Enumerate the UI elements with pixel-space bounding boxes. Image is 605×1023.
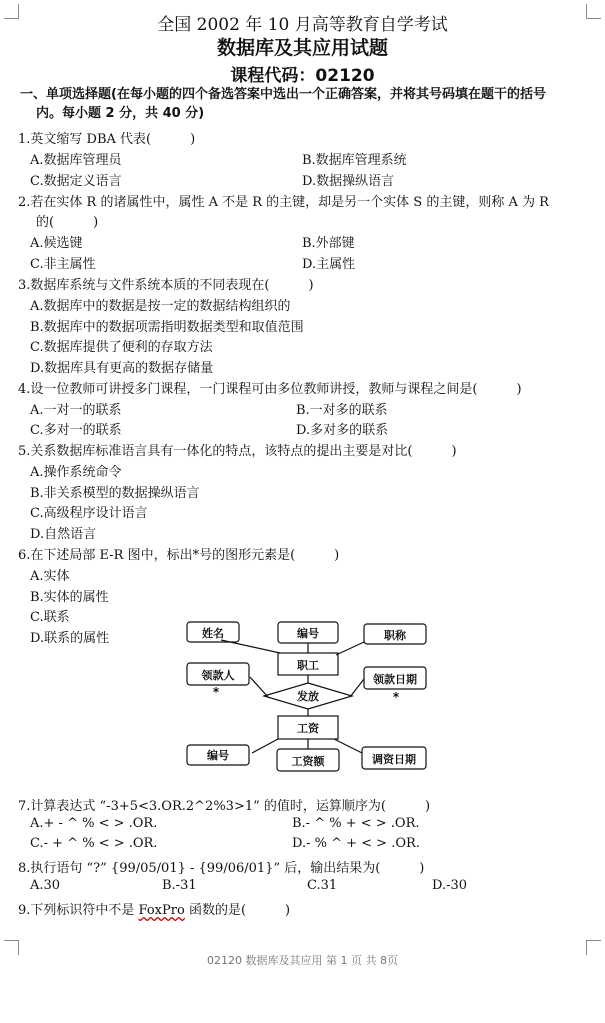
question-2-stem-line1: 2.若在实体 R 的诸属性中，属性 A 不是 R 的主键，却是另一个实体 S 的主键，则称 A 为 R — [18, 195, 549, 210]
question-8-option-d: D.-30 — [432, 878, 468, 893]
exam-title: 全国 2002 年 10 月高等教育自学考试 — [157, 15, 448, 35]
question-7-option-b: B.- ^ % + < > .OR. — [292, 816, 420, 831]
question-5-option-a: A.操作系统命令 — [30, 465, 122, 480]
question-2-option-b: B.外部键 — [302, 236, 355, 251]
er-entity-worker-label: 职工 — [297, 659, 319, 672]
question-1-option-a: A.数据库管理员 — [30, 153, 122, 168]
question-4-option-a: A.一对一的联系 — [30, 403, 122, 418]
question-4-stem: 4.设一位教师可讲授多门课程，一门课程可由多位教师讲授，教师与课程之间是( ) — [18, 382, 522, 397]
question-8-stem: 8.执行语句 “?” {99/05/01} - {99/06/01}” 后，输出结果为( ) — [18, 861, 425, 876]
question-7-option-c: C.- + ^ % < > .OR. — [30, 836, 158, 851]
er-attribute-id-label: 编号 — [297, 627, 319, 640]
line-paydate-issue — [350, 679, 364, 697]
question-9-spellcheck-word: FoxPro — [138, 903, 185, 918]
section-heading — [20, 85, 590, 123]
question-1-option-b: B.数据库管理系统 — [302, 153, 407, 168]
er-entity-salary-label: 工资 — [297, 722, 319, 735]
er-attribute-payee-label: 领款人 — [201, 669, 235, 682]
question-7-option-a: A.+ - ^ % < > .OR. — [30, 816, 158, 831]
er-attribute-title-label: 职称 — [384, 629, 406, 642]
question-6-option-b: B.实体的属性 — [30, 590, 109, 605]
paper-title: 数据库及其应用试题 — [216, 37, 388, 59]
question-8-option-c: C.31 — [307, 878, 338, 893]
question-3-option-d: D.数据库具有更高的数据存储量 — [30, 361, 214, 376]
question-7-option-d: D.- % ^ + < > .OR. — [292, 836, 420, 851]
question-5-option-c: C.高级程序设计语言 — [30, 506, 148, 521]
question-4-option-d: D.多对多的联系 — [296, 423, 389, 438]
er-star-payee: * — [212, 685, 220, 699]
question-8-option-b: B.-31 — [162, 878, 197, 893]
line-id2-salary — [252, 739, 278, 753]
question-1-option-c: C.数据定义语言 — [30, 174, 122, 189]
question-1-option-d: D.数据操纵语言 — [302, 174, 395, 189]
er-relationship-issue-label: 发放 — [297, 690, 319, 703]
question-2-option-d: D.主属性 — [302, 257, 356, 272]
question-6-stem: 6.在下述局部 E-R 图中，标出*号的图形元素是( ) — [18, 548, 340, 563]
course-code: 课程代码：02120 — [230, 66, 375, 86]
question-8-option-a: A.30 — [30, 878, 61, 893]
question-3-stem: 3.数据库系统与文件系统本质的不同表现在( ) — [18, 278, 314, 293]
question-9-stem — [18, 899, 290, 918]
question-3-option-a: A.数据库中的数据是按一定的数据结构组织的 — [30, 299, 291, 314]
er-attribute-id-2-label: 编号 — [207, 749, 229, 762]
question-3-option-b: B.数据库中的数据项需指明数据类型和取值范围 — [30, 320, 304, 335]
question-5-option-b: B.非关系模型的数据操纵语言 — [30, 486, 200, 501]
er-attribute-amount-label: 工资额 — [291, 755, 325, 768]
er-attribute-paydate-label: 领款日期 — [373, 673, 417, 686]
section-heading-line1: 一、单项选择题(在每小题的四个备选答案中选出一个正确答案，并将其号码填在题干的括号 — [20, 87, 546, 102]
question-3-option-c: C.数据库提供了便利的存取方法 — [30, 340, 213, 355]
question-2-option-c: C.非主属性 — [30, 257, 96, 272]
question-6-option-a: A.实体 — [30, 569, 70, 584]
er-star-paydate: * — [392, 690, 400, 704]
question-2-stem-line2: 的( ) — [36, 215, 99, 230]
line-title-worker — [336, 642, 364, 655]
er-attribute-adjdate-label: 调资日期 — [372, 753, 416, 766]
question-7-stem: 7.计算表达式 “-3+5<3.OR.2^2%3>1” 的值时，运算顺序为( ) — [18, 799, 431, 814]
question-5-stem: 5.关系数据库标准语言具有一体化的特点，该特点的提出主要是对比( ) — [18, 444, 457, 459]
question-9-stem-post: 函数的是( ) — [184, 903, 291, 918]
section-heading-line2: 内。每小题 2 分，共 40 分) — [36, 106, 205, 121]
question-6-option-d: D.联系的属性 — [30, 631, 110, 646]
question-4-option-b: B.一对多的联系 — [296, 403, 388, 418]
line-adjdate-salary — [334, 739, 362, 753]
er-attribute-name-label: 姓名 — [202, 627, 224, 640]
question-6-option-c: C.联系 — [30, 610, 70, 625]
question-4-option-c: C.多对一的联系 — [30, 423, 122, 438]
er-diagram — [180, 615, 430, 775]
question-5-option-d: D.自然语言 — [30, 527, 97, 542]
question-9-stem-pre: 9.下列标识符中不是 — [18, 903, 139, 918]
question-2-option-a: A.候选键 — [30, 236, 83, 251]
page-footer: 02120 数据库及其应用 第 1 页 共 8页 — [207, 954, 398, 967]
question-1-stem: 1.英文缩写 DBA 代表( ) — [18, 132, 196, 147]
line-payee-issue — [250, 677, 268, 697]
